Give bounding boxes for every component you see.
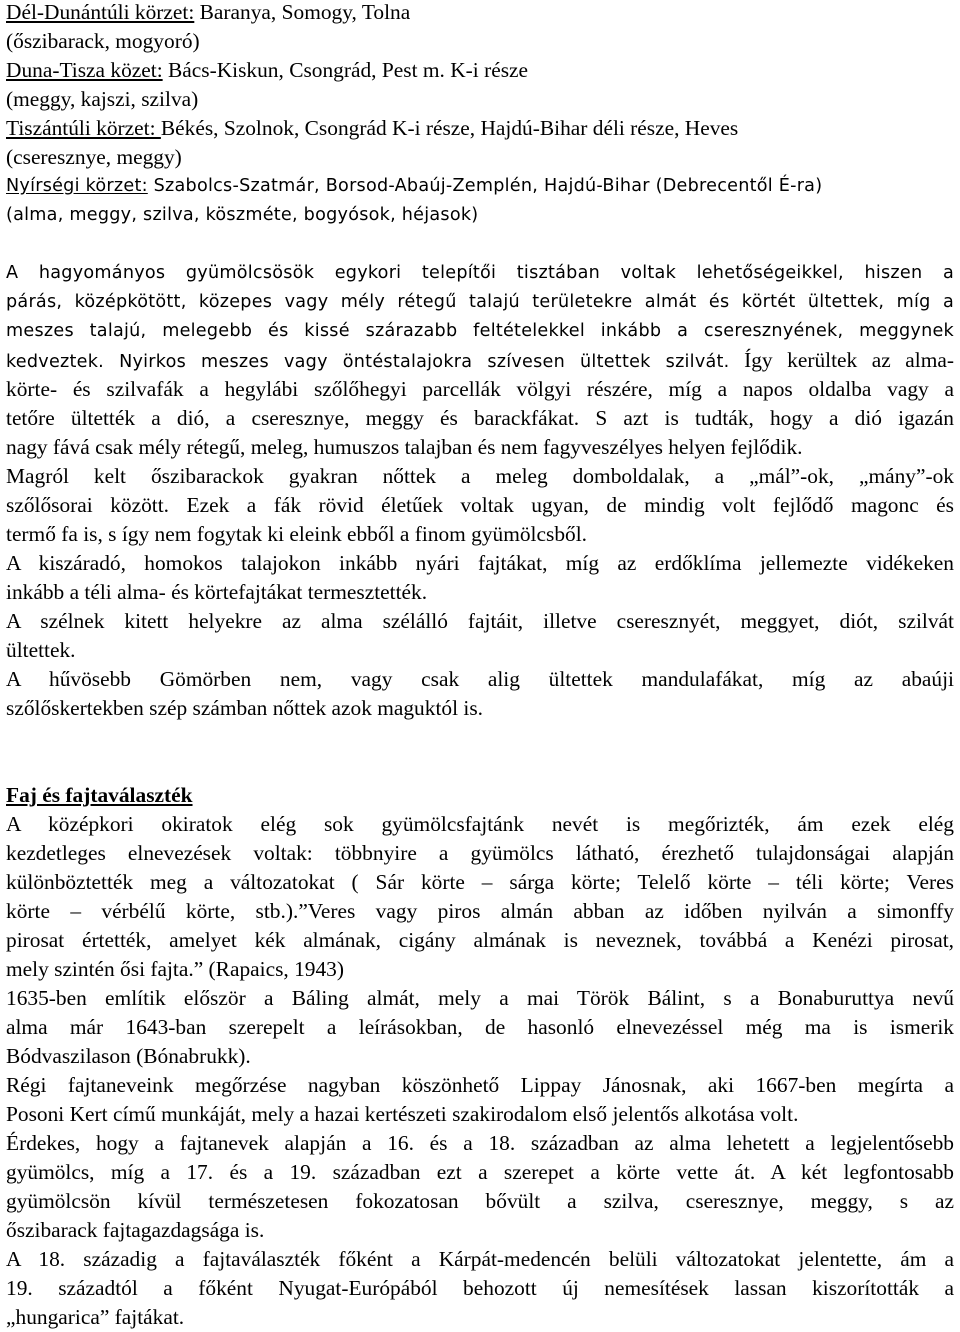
text-line: gyümölcsön kívül természetesen fokozatosan bővült a szilva, cseresznye, meggy, s az xyxy=(6,1189,954,1213)
region-counties: Békés, Szolnok, Csongrád K-i része, Hajdú-Bihar déli része, Heves xyxy=(160,116,739,140)
region-line xyxy=(6,114,954,143)
text-line: „hungarica” fajtákat. xyxy=(6,1305,185,1329)
text-fragment: tetőre ültették a dió, a cseresznye, meggy és barackfákat. xyxy=(6,406,580,430)
region-line xyxy=(6,0,954,27)
region-fruits: (meggy, kajszi, szilva) xyxy=(6,87,199,111)
text-line xyxy=(6,404,954,433)
text-line: A hagyományos gyümölcsösök egykori telepítői tisztában voltak lehetőségeikkel, hiszen a xyxy=(6,263,954,283)
region-counties: Bács-Kiskun, Csongrád, Pest m. K-i része xyxy=(162,58,529,82)
text-line: inkább a téli alma- és körtefajtákat termesztették. xyxy=(6,580,428,604)
text-line: 19. századtól a főként Nyugat-Európából behozott új nemesítések lassan kiszorították a xyxy=(6,1276,954,1300)
text-line: A szélnek kitett helyekre az alma szélálló fajtáit, illetve cseresznyét, meggyet, diót, szilvát xyxy=(6,609,954,633)
paragraph-spacer xyxy=(6,230,954,259)
text-fragment: szőlősorai között. xyxy=(6,493,170,517)
region-label: Dél-Dunántúli körzet: xyxy=(6,0,195,24)
region-fruits: (őszibarack, mogyoró) xyxy=(6,29,200,53)
text-line: Érdekes, hogy a fajtanevek alapján a 16. és a 18. században az alma lehetett a legjelentősebb xyxy=(6,1131,954,1155)
text-fragment: kedveztek. Nyirkos meszes vagy öntéstalajokra szívesen ültettek szilvát. xyxy=(6,352,730,372)
section-heading: Faj és fajtaválaszték xyxy=(6,783,193,807)
text-line: gyümölcs, míg a 17. és a 19. században ezt a szerepet a körte vette át. A két legfontosabb xyxy=(6,1160,954,1184)
text-line: Régi fajtaneveink megőrzése nagyban köszönhető Lippay Jánosnak, aki 1667-ben megírta a xyxy=(6,1073,954,1097)
region-label: Duna-Tisza közet: xyxy=(6,58,163,82)
text-line: Magról kelt őszibarackok gyakran nőttek a meleg domboldalak, a „mál”-ok, „mány”-ok xyxy=(6,464,954,488)
text-line xyxy=(6,346,954,375)
region-fruits: (alma, meggy, szilva, köszméte, bogyósok, héjasok) xyxy=(6,205,479,225)
text-line: alma már 1643-ban szerepelt a leírásokban, de hasonló elnevezéssel még ma is ismerik xyxy=(6,1015,954,1039)
text-line: ültettek. xyxy=(6,638,76,662)
text-line: Posoni Kert című munkáját, mely a hazai kertészeti szakirodalom első jelentős alkotása volt. xyxy=(6,1102,799,1126)
text-line: A középkori okiratok elég sok gyümölcsfajtánk nevét is megőrizték, ám ezek elég xyxy=(6,812,954,836)
document-page xyxy=(6,0,954,1332)
text-line: kezdetleges elnevezések voltak: többnyire a gyümölcs látható, érezhető tulajdonságai alapján xyxy=(6,841,954,865)
text-line: mely szintén ősi fajta.” (Rapaics, 1943) xyxy=(6,957,344,981)
text-line: párás, középkötött, közepes vagy mély rétegű talajú területekre almát és körtét ültettek, míg a xyxy=(6,292,954,312)
section-spacer xyxy=(6,723,954,781)
text-line: meszes talajú, melegebb és kissé szárazabb feltételekkel inkább a cseresznyének, meggynek xyxy=(6,321,954,341)
region-fruits: (cseresznye, meggy) xyxy=(6,145,182,169)
text-line: körte- és szilvafák a hegylábi szőlőhegyi parcellák völgyi részére, míg a napos oldalba vagy a xyxy=(6,377,954,401)
region-line xyxy=(6,172,954,201)
region-counties: Baranya, Somogy, Tolna xyxy=(194,0,411,24)
text-line: nagy fává csak mély rétegű, meleg, humuszos talajban és nem fagyveszélyes helyen fejlődik. xyxy=(6,435,803,459)
region-line xyxy=(6,56,954,85)
text-line: körte – vérbélű körte, stb.).”Veres vagy piros almán abban az időben nyilván a simonffy xyxy=(6,899,954,923)
text-line: termő fa is, s így nem fogytak ki eleink ebből a finom gyümölcsből. xyxy=(6,522,588,546)
text-line: A kiszáradó, homokos talajokon inkább nyári fajtákat, míg az erdőklíma jellemezte vidékeken xyxy=(6,551,954,575)
region-counties: Szabolcs-Szatmár, Borsod-Abaúj-Zemplén, Hajdú-Bihar (Debrecentől É-ra) xyxy=(147,176,823,196)
region-label: Nyírségi körzet: xyxy=(6,176,148,196)
text-line: szőlőskertekben szép számban nőttek azok maguktól is. xyxy=(6,696,483,720)
text-line: A 18. századig a fajtaválaszték főként a Kárpát-medencén belüli változatokat jelentette, ám a xyxy=(6,1247,954,1271)
text-fragment: Így kerültek az alma- xyxy=(729,348,954,372)
region-label: Tiszántúli körzet: xyxy=(6,116,161,140)
text-fragment: Ezek a fák rövid életűek voltak ugyan, de mindig volt fejlődő magonc és xyxy=(169,493,954,517)
text-line: pirosat értették, amelyet kék almának, cigány almának is neveznek, továbbá a Kenézi pirosat, xyxy=(6,928,954,952)
text-line xyxy=(6,491,954,520)
text-line: A hűvösebb Gömörben nem, vagy csak alig ültettek mandulafákat, míg az abaúji xyxy=(6,667,954,691)
text-line: őszibarack fajtagazdagsága is. xyxy=(6,1218,265,1242)
text-line: különböztették meg a változatokat ( Sár körte – sárga körte; Telelő körte – téli körte; Veres xyxy=(6,870,954,894)
text-fragment: S azt is tudták, hogy a dió igazán xyxy=(579,406,954,430)
text-line: Bódvaszilason (Bónabrukk). xyxy=(6,1044,251,1068)
text-line: 1635-ben említik először a Báling almát, mely a mai Török Bálint, s a Bonaburuttya nevű xyxy=(6,986,954,1010)
